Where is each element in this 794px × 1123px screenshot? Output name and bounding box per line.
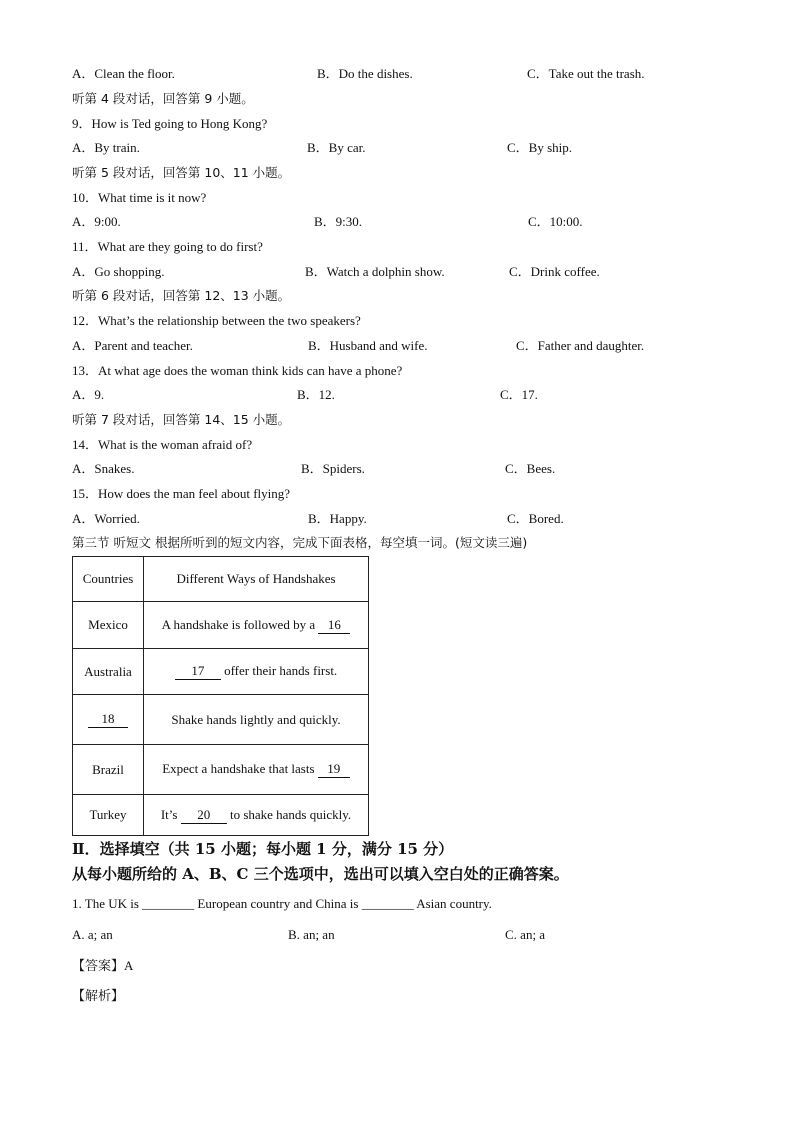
description-cell: Shake hands lightly and quickly. xyxy=(144,695,369,745)
answer-value: A xyxy=(124,958,134,973)
section-5-instruction: 听第 5 段对话，回答第 10、11 小题。 xyxy=(72,165,291,180)
q10-option-b: B．9:30. xyxy=(314,214,363,229)
q9-option-a: A．By train. xyxy=(72,140,140,155)
blank-17: 17 xyxy=(175,663,221,680)
q14-option-b: B．Spiders. xyxy=(301,461,365,476)
answer-line xyxy=(72,958,133,975)
q10-option-c: C．10:00. xyxy=(528,214,583,229)
table-row xyxy=(73,745,369,795)
description-text: to shake hands quickly. xyxy=(229,806,352,822)
country-cell: Mexico xyxy=(73,602,144,649)
table-row xyxy=(73,649,369,695)
header-countries: Countries xyxy=(73,557,144,602)
table-row xyxy=(73,795,369,836)
q13-option-b: B．12. xyxy=(297,387,335,402)
q14-option-a: A．Snakes. xyxy=(72,461,135,476)
description-cell xyxy=(144,745,369,795)
description-cell xyxy=(144,795,369,836)
q15-question: 15．How does the man feel about flying? xyxy=(72,486,291,501)
handshake-table xyxy=(72,556,369,836)
q9-option-b: B．By car. xyxy=(307,140,366,155)
p2-q1-option-c: C. an; a xyxy=(505,927,546,942)
q12-question: 12．What’s the relationship between the two speakers? xyxy=(72,313,361,328)
q12-option-c: C．Father and daughter. xyxy=(516,338,645,353)
q11-option-a: A．Go shopping. xyxy=(72,264,165,279)
p2-q1-question: 1. The UK is ________ European country and China is ________ Asian country. xyxy=(72,896,492,911)
q14-option-c: C．Bees. xyxy=(505,461,556,476)
section-3-instruction: 第三节 听短文 根据所听到的短文内容，完成下面表格，每空填一词。(短文读三遍) xyxy=(72,535,528,550)
description-text: A handshake is followed by a xyxy=(161,616,316,632)
description-text: Expect a handshake that lasts xyxy=(162,761,315,776)
q15-option-c: C．Bored. xyxy=(507,511,564,526)
country-cell xyxy=(73,695,144,745)
country-cell: Brazil xyxy=(73,745,144,795)
q13-option-a: A．9. xyxy=(72,387,105,402)
q14-question: 14．What is the woman afraid of? xyxy=(72,437,253,452)
q8-option-b: B．Do the dishes. xyxy=(317,66,413,81)
q8-option-a: A．Clean the floor. xyxy=(72,66,175,81)
part2-instruction: 从每小题所给的 A、B、C 三个选项中，选出可以填入空白处的正确答案。 xyxy=(72,865,569,883)
q9-question: 9．How is Ted going to Hong Kong? xyxy=(72,116,268,131)
answer-label: 【答案】 xyxy=(72,959,125,974)
blank-20: 20 xyxy=(181,807,227,824)
q15-option-a: A．Worried. xyxy=(72,511,140,526)
section-6-instruction: 听第 6 段对话，回答第 12、13 小题。 xyxy=(72,288,291,303)
blank-18: 18 xyxy=(88,711,128,728)
table-header-row xyxy=(73,557,369,602)
q9-option-c: C．By ship. xyxy=(507,140,573,155)
p2-q1-option-a: A. a; an xyxy=(72,927,113,942)
description-text: offer their hands first. xyxy=(224,663,338,678)
table-row xyxy=(73,695,369,745)
blank-16: 16 xyxy=(318,617,350,634)
q15-option-b: B．Happy. xyxy=(308,511,367,526)
analysis-line xyxy=(72,988,124,1005)
description-cell xyxy=(144,649,369,695)
blank-19: 19 xyxy=(318,761,350,778)
q11-option-b: B．Watch a dolphin show. xyxy=(305,264,445,279)
description-text: It’s xyxy=(160,806,178,822)
country-cell: Australia xyxy=(73,649,144,695)
q13-option-c: C．17. xyxy=(500,387,538,402)
q12-option-b: B．Husband and wife. xyxy=(308,338,428,353)
description-cell xyxy=(144,602,369,649)
q10-option-a: A．9:00. xyxy=(72,214,121,229)
table-row xyxy=(73,602,369,649)
q13-question: 13．At what age does the woman think kids can have a phone? xyxy=(72,363,403,378)
country-cell: Turkey xyxy=(73,795,144,836)
q11-option-c: C．Drink coffee. xyxy=(509,264,600,279)
section-7-instruction: 听第 7 段对话，回答第 14、15 小题。 xyxy=(72,412,291,427)
p2-q1-option-b: B. an; an xyxy=(288,927,335,942)
q10-question: 10．What time is it now? xyxy=(72,190,207,205)
q12-option-a: A．Parent and teacher. xyxy=(72,338,193,353)
analysis-label: 【解析】 xyxy=(72,989,125,1004)
section-4-instruction: 听第 4 段对话，回答第 9 小题。 xyxy=(72,91,254,106)
part2-title: Ⅱ．选择填空（共 15 小题；每小题 1 分，满分 15 分） xyxy=(72,840,454,858)
header-ways: Different Ways of Handshakes xyxy=(144,557,369,602)
q11-question: 11．What are they going to do first? xyxy=(72,239,263,254)
q8-option-c: C．Take out the trash. xyxy=(527,66,645,81)
